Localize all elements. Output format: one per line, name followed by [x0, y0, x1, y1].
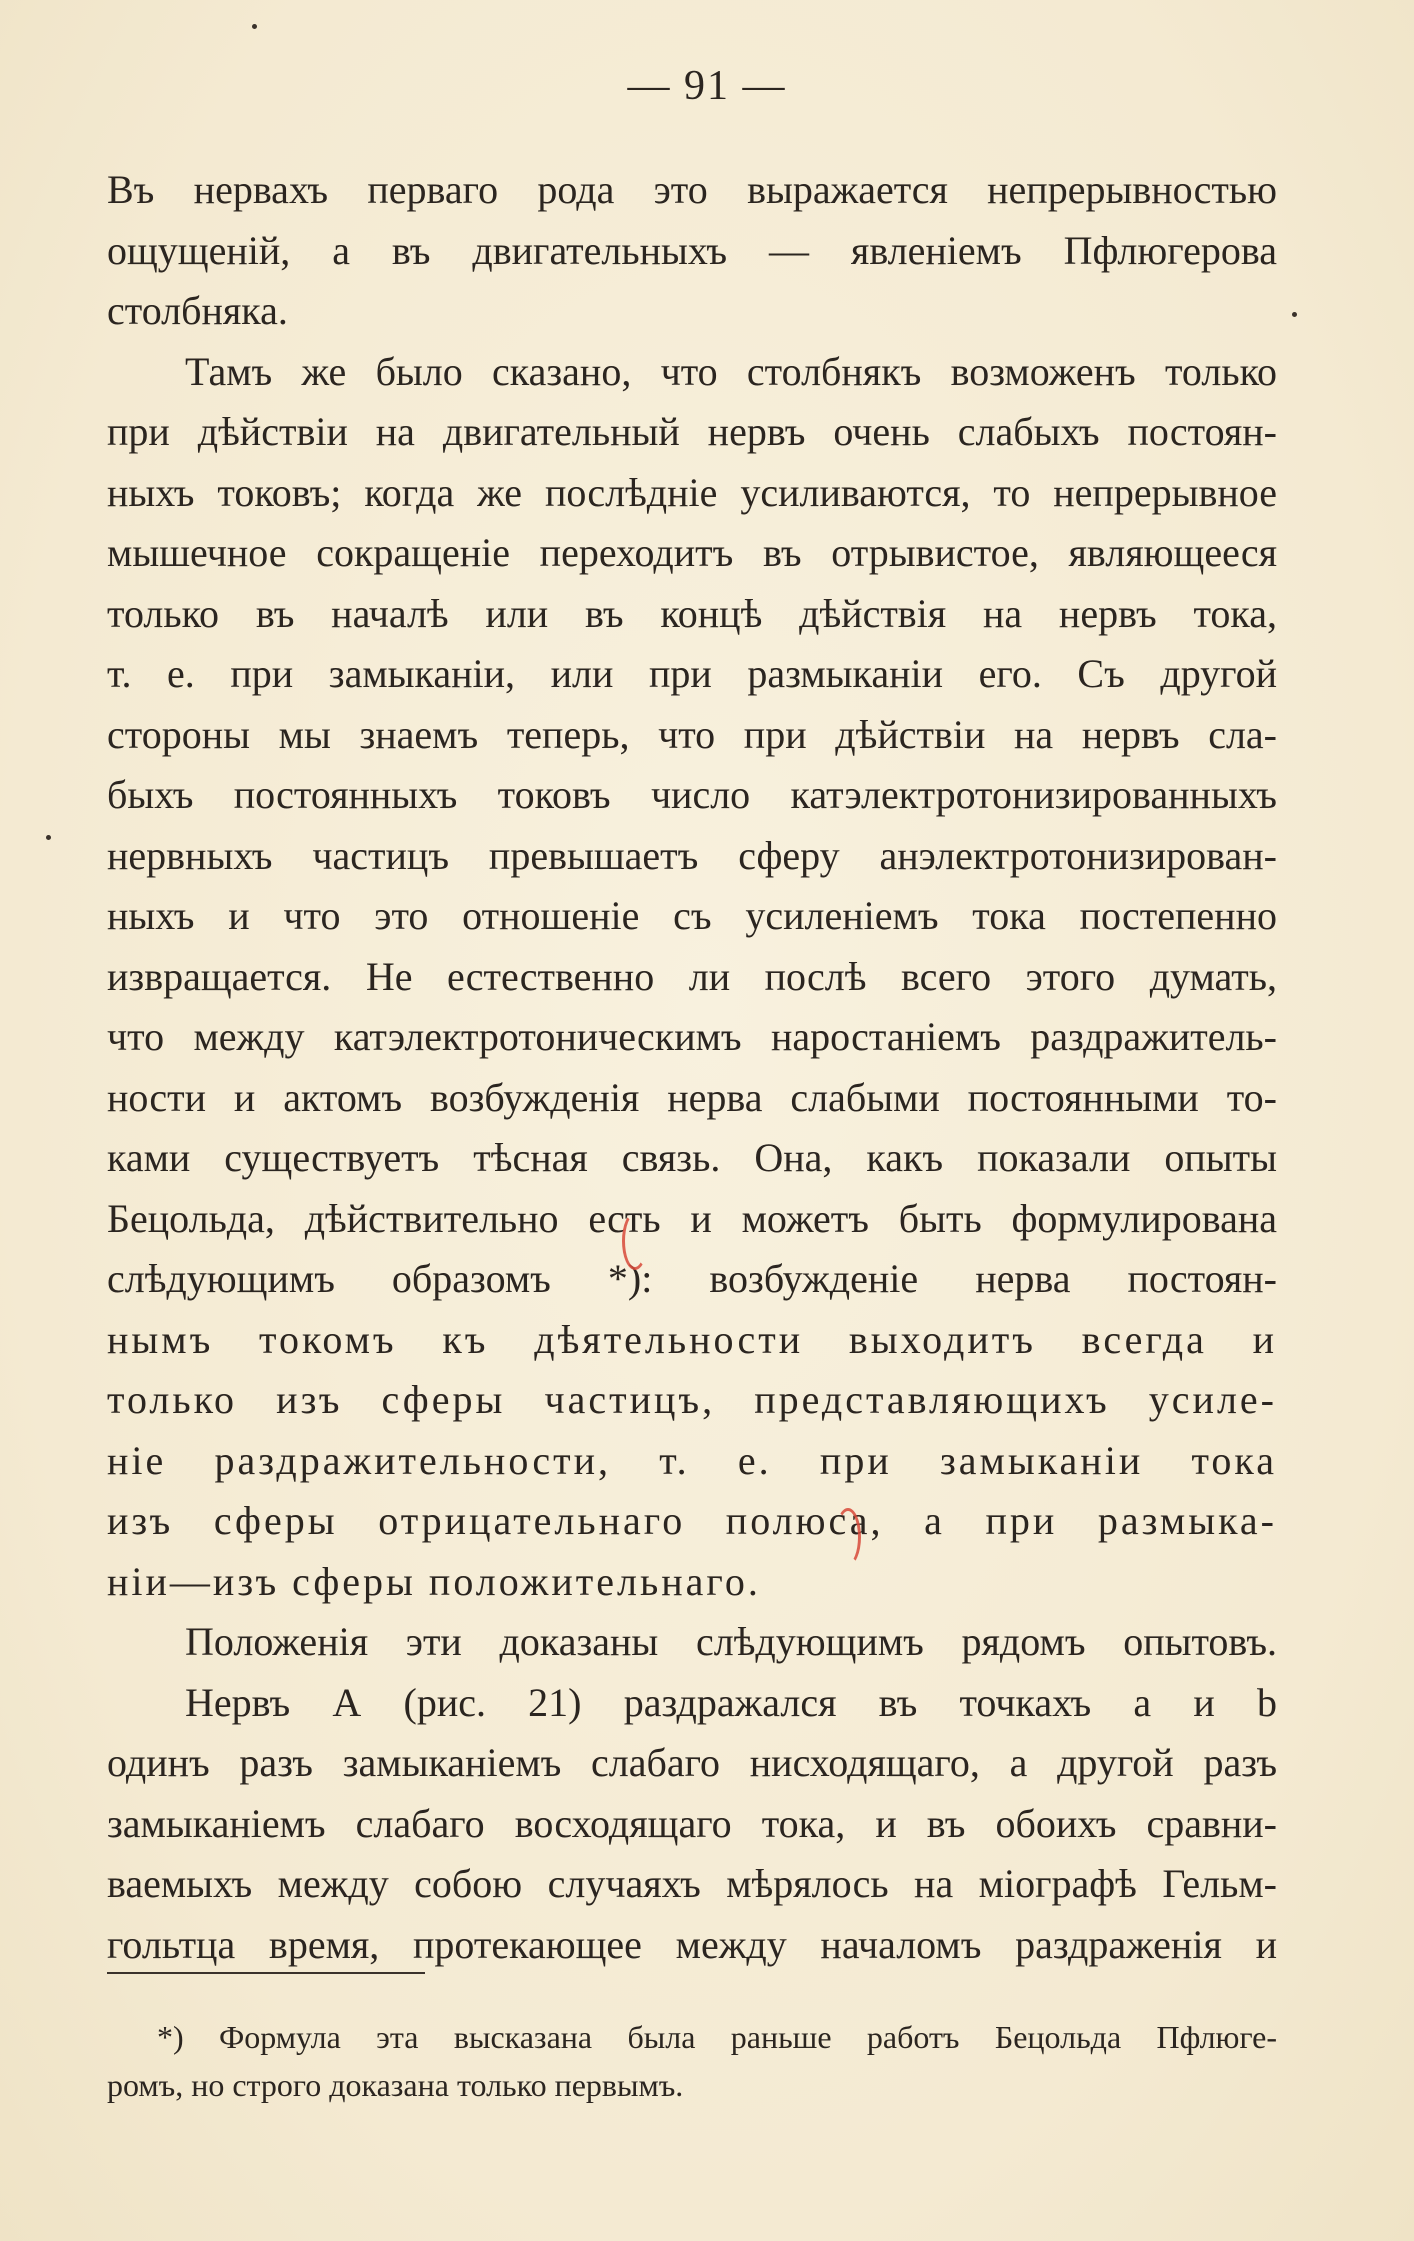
emphasized-line: только изъ сферы частицъ, представляющихъ усиле-: [107, 1377, 1277, 1422]
text-line: только въ началѣ или въ концѣ дѣйствія на нервъ тока,: [107, 590, 1277, 636]
text-line: ощущеній, а въ двигательныхъ — явленіемъ Пфлюгерова: [107, 227, 1277, 273]
emphasized-line: нымъ токомъ къ дѣятельности выходитъ всегда и: [107, 1316, 1277, 1362]
text-line: ности и актомъ возбужденія нерва слабыми постоянными то-: [107, 1074, 1277, 1120]
text-line: Въ нервахъ перваго рода это выражается непрерывностью: [107, 167, 1277, 212]
print-speck: [46, 835, 51, 840]
text-line: Бецольда, дѣйствительно есть и можетъ быть формулирована: [107, 1195, 1277, 1241]
text-line: при дѣйствіи на двигательный нервъ очень слабыхъ постоян-: [107, 409, 1277, 454]
text-line: ныхъ токовъ; когда же послѣдніе усиливаются, то непрерывное: [107, 469, 1277, 515]
text-line: гольтца время, протекающее между началомъ раздраженія и: [107, 1921, 1277, 1967]
emphasized-line: ніе раздражительности, т. е. при замыканіи тока: [107, 1437, 1277, 1483]
print-speck: [1292, 312, 1297, 317]
footnote: [107, 2013, 1277, 2109]
text-line: слѣдующимъ образомъ *): возбужденіе нерва постоян-: [107, 1256, 1277, 1301]
text-line: ваемыхъ между собою случаяхъ мѣрялось на міографѣ Гельм-: [107, 1861, 1277, 1906]
page-number: — 91 —: [627, 63, 787, 109]
text-line: ками существуетъ тѣсная связь. Она, какъ показали опыты: [107, 1135, 1277, 1180]
text-line: столбняка.: [107, 288, 288, 333]
text-line: Нервъ А (рис. 21) раздражался въ точкахъ а и b: [185, 1679, 1277, 1725]
print-speck: [252, 24, 257, 29]
red-pencil-mark-close: [835, 1508, 861, 1566]
text-line: одинъ разъ замыканіемъ слабаго нисходящаго, а другой разъ: [107, 1740, 1277, 1785]
footnote-line: ромъ, но строго доказана только первымъ.: [107, 2067, 684, 2103]
emphasized-line: ніи—изъ сферы положительнаго.: [107, 1558, 761, 1604]
text-line: нервныхъ частицъ превышаетъ сферу анэлектротонизирован-: [107, 832, 1277, 878]
footnote-divider: [107, 1972, 425, 1974]
text-line: т. е. при замыканіи, или при размыканіи его. Съ другой: [107, 651, 1277, 696]
text-line: Тамъ же было сказано, что столбнякъ возможенъ только: [185, 348, 1277, 394]
text-line: мышечное сокращеніе переходитъ въ отрывистое, являющееся: [107, 530, 1277, 575]
text-line: замыканіемъ слабаго восходящаго тока, и въ обоихъ сравни-: [107, 1800, 1277, 1846]
red-pencil-mark-open: [622, 1212, 648, 1270]
text-line: Положенія эти доказаны слѣдующимъ рядомъ опытовъ.: [185, 1619, 1277, 1664]
text-line: извращается. Не естественно ли послѣ всего этого думать,: [107, 953, 1277, 999]
emphasized-line: изъ сферы отрицательнаго полюса, а при размыка-: [107, 1498, 1277, 1543]
text-line: быхъ постоянныхъ токовъ число катэлектротонизированныхъ: [107, 772, 1277, 817]
footnote-line: *) Формула эта высказана была раньше работъ Бецольда Пфлюге-: [157, 2019, 1277, 2055]
text-line: ныхъ и что это отношеніе съ усиленіемъ тока постепенно: [107, 893, 1277, 938]
text-line: стороны мы знаемъ теперь, что при дѣйствіи на нервъ сла-: [107, 711, 1277, 757]
text-line: что между катэлектротоническимъ наростаніемъ раздражитель-: [107, 1014, 1277, 1059]
body-text: [107, 160, 1277, 1975]
